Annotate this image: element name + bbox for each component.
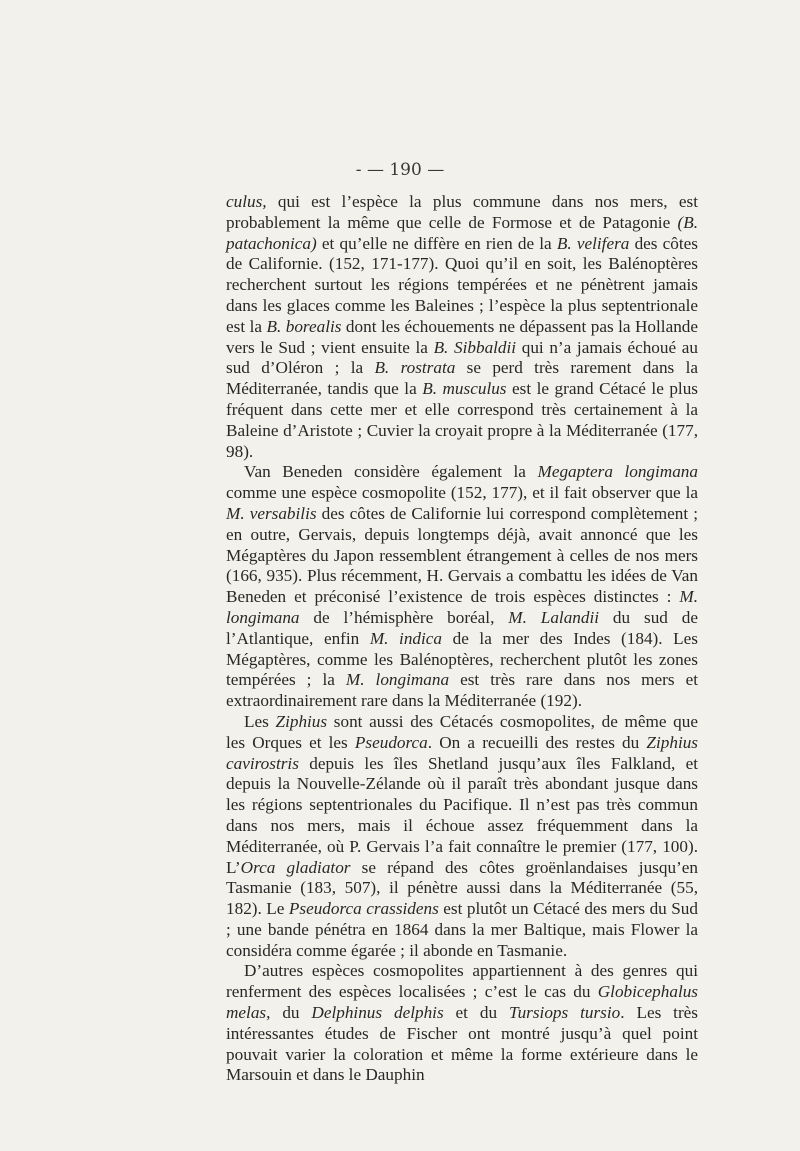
text-run: qui est l’espèce la plus commune dans nos mers, est probablement la même que celle de Formose et de Patagonie — [226, 192, 698, 232]
text-run: Van Beneden considère également la — [244, 462, 538, 482]
italic-term: M. longimana — [345, 670, 450, 690]
text-run: est très rare dans nos mers et extraordinairement rare dans la Méditerranée (192). — [226, 670, 699, 711]
text-run: de la mer des Indes (184). Les Mégaptères, comme les Balénoptères, recherchent plutôt les zones tempérées ; la — [226, 628, 698, 690]
italic-term: Pseudorca — [354, 732, 428, 752]
italic-term: B. rostrata — [374, 358, 456, 378]
italic-term: M. versabilis — [226, 503, 317, 523]
text-run: sont aussi des Cétacés cosmopolites, de même que les Orques et les — [226, 711, 698, 752]
italic-term: Ziphius — [275, 711, 328, 731]
text-run: du sud de l’Atlantique, enfin — [226, 607, 698, 648]
italic-term: B. musculus — [422, 379, 507, 399]
italic-term: B. Sibbaldii — [433, 337, 517, 357]
paragraph — [226, 961, 698, 1086]
text-run: Les — [244, 711, 276, 731]
paragraph — [226, 712, 698, 962]
text-run: et du — [443, 1003, 509, 1023]
italic-term: M. Lalandii — [508, 607, 600, 627]
page-number: - — 190 — — [355, 160, 445, 180]
italic-term: M. longimana — [226, 587, 698, 627]
italic-term: culus, — [226, 192, 267, 211]
text-run: D’autres espèces cosmopolites appartiennent à des genres qui renferment des espèces localisées ; c’est le cas du — [226, 961, 698, 1002]
paragraph — [226, 192, 698, 462]
text-run: . On a recueilli des restes du — [427, 732, 647, 752]
italic-term: Globicephalus melas — [226, 982, 698, 1023]
text-run: est plutôt un Cétacé des mers du Sud ; une bande pénétra en 1864 dans la mer Baltique, mais Flower la considéra comme égarée ; il abonde en Tasmanie. — [226, 899, 698, 960]
text-run: des côtes de Californie. (152, 171-177). Quoi qu’il en soit, les Balénoptères recherchent surtout les régions tempérées et ne pénètrent jamais dans les glaces comme les Baleines ; l’espèce la plus septentrionale est la — [226, 233, 698, 336]
paragraph — [226, 462, 698, 712]
italic-term: Megaptera longimana — [537, 462, 698, 482]
italic-term: Delphinus delphis — [311, 1003, 444, 1023]
text-run: est le grand Cétacé le plus fréquent dans cette mer et elle correspond très certainement à la Baleine d’Aristote ; Cuvier la croyait propre à la Méditerranée (177, 98). — [226, 379, 698, 461]
text-run: se répand des côtes groënlandaises jusqu’en Tasmanie (183, 507), il pénètre aussi dans la Méditerranée (55, 182). Le — [226, 857, 698, 919]
italic-term: Pseudorca crassidens — [288, 899, 439, 919]
italic-term: M. indica — [369, 628, 443, 648]
text-run: de l’hémisphère boréal, — [299, 607, 509, 627]
italic-term: B. borealis — [266, 316, 342, 336]
text-run: comme une espèce cosmopolite (152, 177), et il fait observer que la — [226, 483, 698, 503]
italic-term: Tursiops tursio — [508, 1003, 621, 1023]
text-run: et qu’elle ne diffère en rien de la — [316, 233, 557, 253]
text-run: dont les échouements ne dépassent pas la Hollande vers le Sud ; vient ensuite la — [226, 316, 699, 357]
italic-term: B. velifera — [556, 233, 630, 253]
text-run: . Les très intéressantes études de Fischer ont montré jusqu’à quel point pouvait varier la coloration et même la forme extérieure dans le Marsouin et dans le Dauphin — [226, 1003, 698, 1085]
text-run: des côtes de Californie lui correspond complètement ; en outre, Gervais, depuis longtemps déjà, avait annoncé que les Mégaptères du Japon ressemblent étrangement à celles de nos mers (166, 935). Plus récemment, H. Gervais a combattu les idées de Van Beneden et préconisé l’existence de trois espèces distinctes : — [226, 503, 698, 607]
body-text — [226, 192, 698, 1086]
italic-term: Orca gladiator — [240, 857, 351, 877]
italic-term: Ziphius cavirostris — [226, 732, 699, 773]
text-run: qui n’a jamais échoué au sud d’Oléron ; la — [226, 337, 698, 378]
italic-term: (B. patachonica) — [226, 212, 698, 253]
text-run: depuis les îles Shetland jusqu’aux îles Falkland, et depuis la Nouvelle-Zélande où il paraît très abondant jusque dans les régions septentrionales du Pacifique. Il n’est pas très commun dans nos mers, mais il échoue assez fréquemment dans la Méditerranée, où P. Gervais l’a fait connaître le premier (177, 100). L’ — [226, 753, 698, 877]
text-run: se perd très rarement dans la Méditerranée, tandis que la — [226, 358, 698, 399]
text-run: , du — [266, 1003, 312, 1023]
